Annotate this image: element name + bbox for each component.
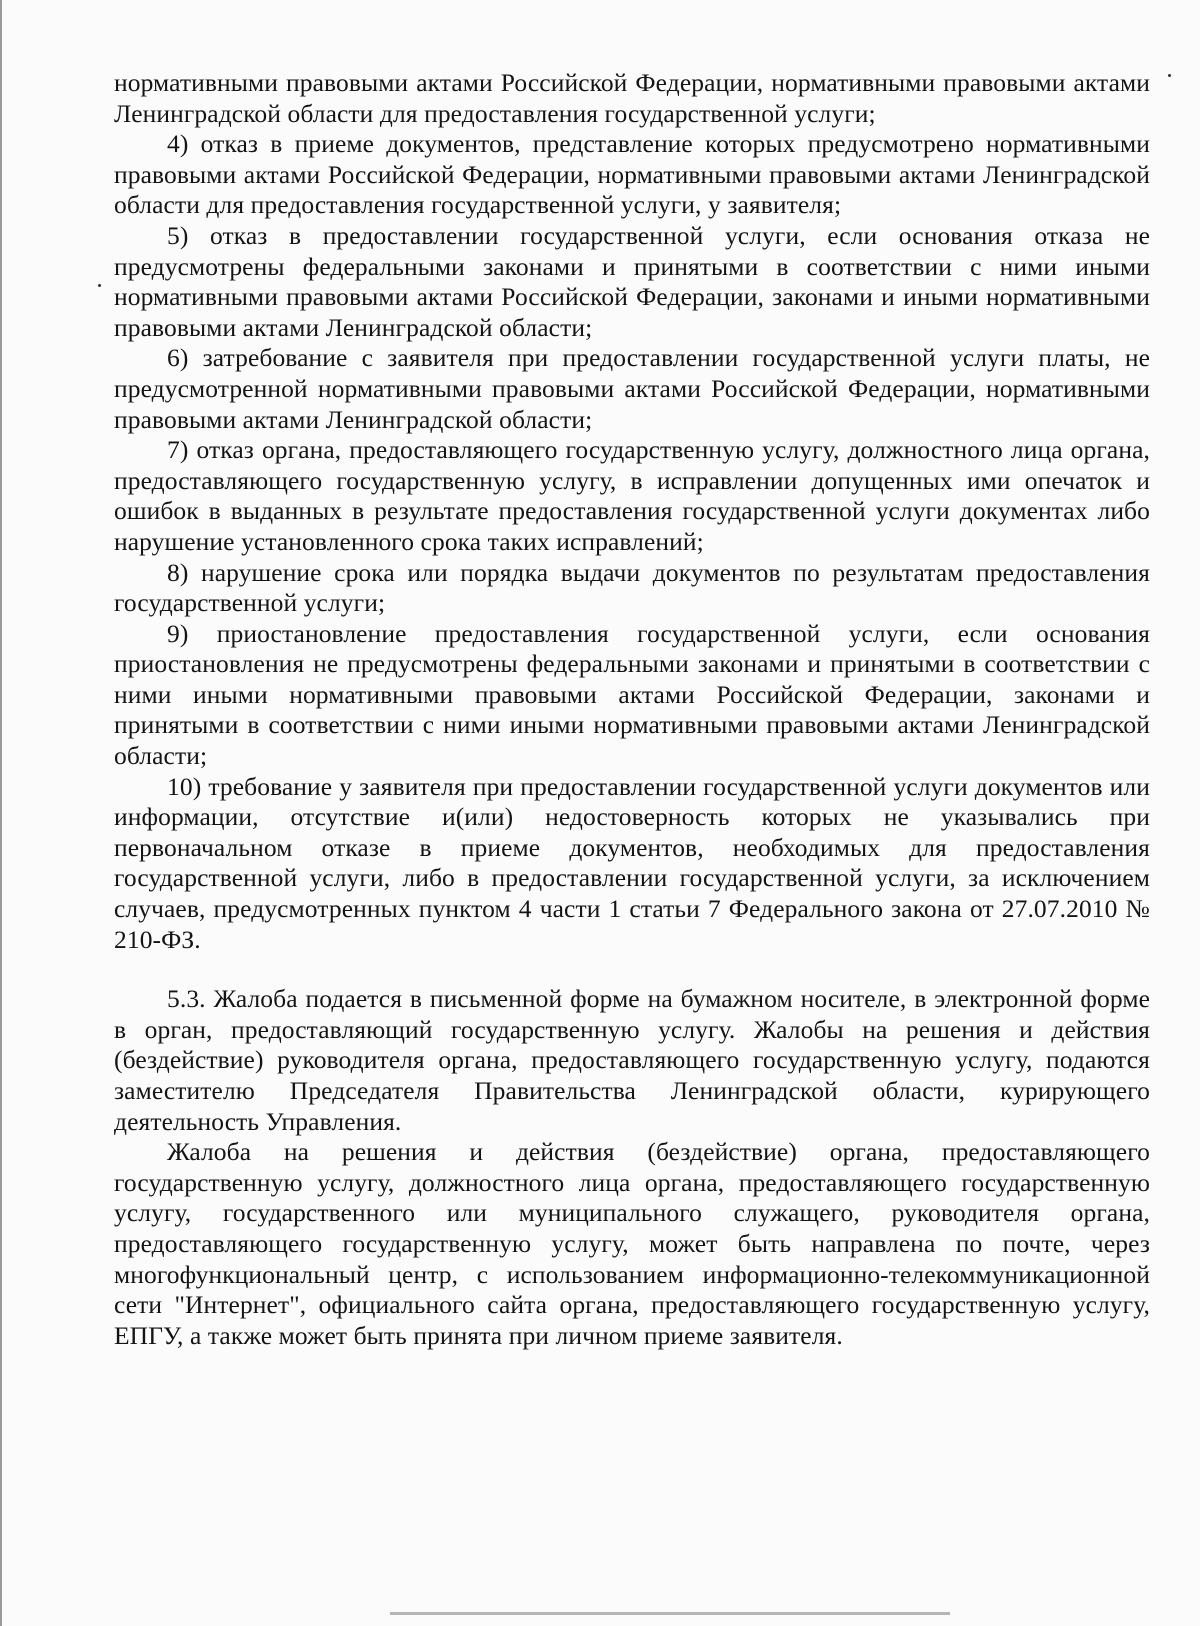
scan-speck: [1168, 74, 1171, 77]
scan-bottom-line: [390, 1612, 950, 1615]
scan-speck: [98, 284, 101, 287]
document-body: [114, 68, 1150, 1351]
paragraph-item-4: 4) отказ в приеме документов, представление которых предусмотрено нормативными правовыми актами Российской Федерации, нормативными правовыми актами Ленинградской области для предоставления государственной услуги, у заявителя;: [114, 129, 1150, 220]
scan-edge: [0, 0, 2, 1626]
paragraph-continuation: нормативными правовыми актами Российской Федерации, нормативными правовыми актами Ленинградской области для предоставления государственной услуги;: [114, 68, 1150, 128]
paragraph-item-6: 6) затребование с заявителя при предоставлении государственной услуги платы, не предусмотренной нормативными правовыми актами Российской Федерации, нормативными правовыми актами Ленинградской области;: [114, 343, 1150, 434]
paragraph-item-10: 10) требование у заявителя при предоставлении государственной услуги документов или информации, отсутствие и(или) недостоверность которых не указывались при первоначальном отказе в приеме документов, необходимых для предоставления государственной услуги, либо в предоставлении государственной услуги, за исключением случаев, предусмотренных пунктом 4 части 1 статьи 7 Федерального закона от 27.07.2010 № 210-ФЗ.: [114, 771, 1150, 954]
paragraph-section-5-3: 5.3. Жалоба подается в письменной форме на бумажном носителе, в электронной форме в орган, предоставляющий государственную услугу. Жалобы на решения и действия (бездействие) руководителя органа, предоставляющего государственную услугу, подаются заместителю Председателя Правительства Ленинградской области, курирующего деятельность Управления.: [114, 984, 1150, 1136]
paragraph-item-5: 5) отказ в предоставлении государственной услуги, если основания отказа не предусмотрены федеральными законами и принятыми в соответствии с ними иными нормативными правовыми актами Российской Федерации, законами и иными нормативными правовыми актами Ленинградской области;: [114, 220, 1150, 342]
paragraph-item-7: 7) отказ органа, предоставляющего государственную услугу, должностного лица органа, предоставляющего государственную услугу, в исправлении допущенных ими опечаток и ошибок в выданных в результате предоставления государственной услуги документах либо нарушение установленного срока таких исправлений;: [114, 435, 1150, 556]
paragraph-item-8: 8) нарушение срока или порядка выдачи документов по результатам предоставления государственной услуги;: [114, 557, 1150, 618]
paragraph-complaint-channels: Жалоба на решения и действия (бездействие) органа, предоставляющего государственную услугу, должностного лица органа, предоставляющего государственную услугу, государственного или муниципального служащего, руководителя органа, предоставляющего государственную услугу, может быть направлена по почте, через многофункциональный центр, с использованием информационно-телекоммуникационной сети "Интернет", официального сайта органа, предоставляющего государственную услугу, ЕПГУ, а также может быть принята при личном приеме заявителя.: [114, 1137, 1150, 1350]
paragraph-item-9: 9) приостановление предоставления государственной услуги, если основания приостановления не предусмотрены федеральными законами и принятыми в соответствии с ними иными нормативными правовыми актами Российской Федерации, законами и принятыми в соответствии с ними иными нормативными правовыми актами Ленинградской области;: [114, 618, 1150, 771]
